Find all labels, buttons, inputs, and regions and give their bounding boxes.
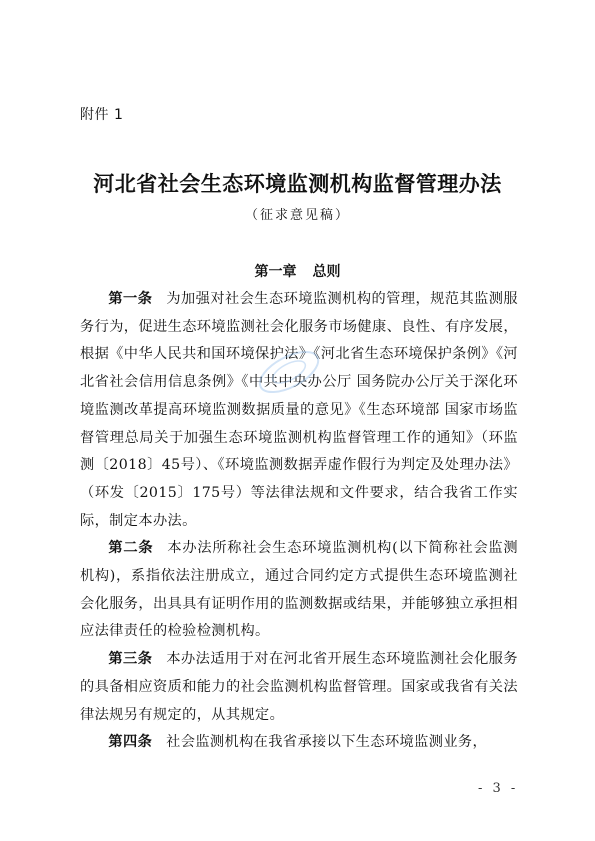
attachment-label: 附件 1 xyxy=(80,107,124,123)
article-number: 第二条 xyxy=(108,540,154,557)
article-1 xyxy=(80,286,518,535)
chapter-name: 总则 xyxy=(312,264,341,280)
chapter-number: 第一章 xyxy=(254,264,297,280)
article-4 xyxy=(80,729,518,757)
article-text: 本办法所称社会生态环境监测机构(以下简称社会监测机构)，系指依法注册成立，通过合同约定方式提供生态环境监测社会化服务，出具具有证明作用的监测数据或结果，并能够独立承担相应法律责任的检验检测机构。 xyxy=(80,540,519,640)
document-title: 河北省社会生态环境监测机构监督管理办法 xyxy=(93,171,502,196)
chapter-heading xyxy=(0,261,595,281)
article-2 xyxy=(80,535,518,646)
document-body xyxy=(80,286,518,757)
document-subtitle: （征求意见稿） xyxy=(244,208,350,223)
article-text: 为加强对社会生态环境监测机构的管理，规范其监测服务行为，促进生态环境监测社会化服务市场健康、良性、有序发展，根据《中华人民共和国环境保护法》《河北省生态环境保护条例》《河北省社会信用信息条例》《中共中央办公厅 国务院办公厅关于深化环境监测改革提高环境监测数据质量的意见》《生态环境部 国家市场监督管理总局关于加强生态环境监测机构监督管理工作的通知》（环监测〔2018〕45号）、《环境监测数据弄虚作假行为判定及处理办法》（环发〔2015〕175号）等法律法规和文件要求，结合我省工作实际，制定本办法。 xyxy=(80,291,519,529)
page-number: - 3 - xyxy=(478,781,519,796)
article-number: 第四条 xyxy=(108,734,153,751)
article-number: 第一条 xyxy=(108,291,153,307)
article-3 xyxy=(80,646,518,729)
article-number: 第三条 xyxy=(108,651,153,668)
article-text: 社会监测机构在我省承接以下生态环境监测业务， xyxy=(166,734,488,751)
article-text: 本办法适用于对在河北省开展生态环境监测社会化服务的具备相应资质和能力的社会监测机构监督管理。国家或我省有关法律法规另有规定的，从其规定。 xyxy=(80,651,518,723)
